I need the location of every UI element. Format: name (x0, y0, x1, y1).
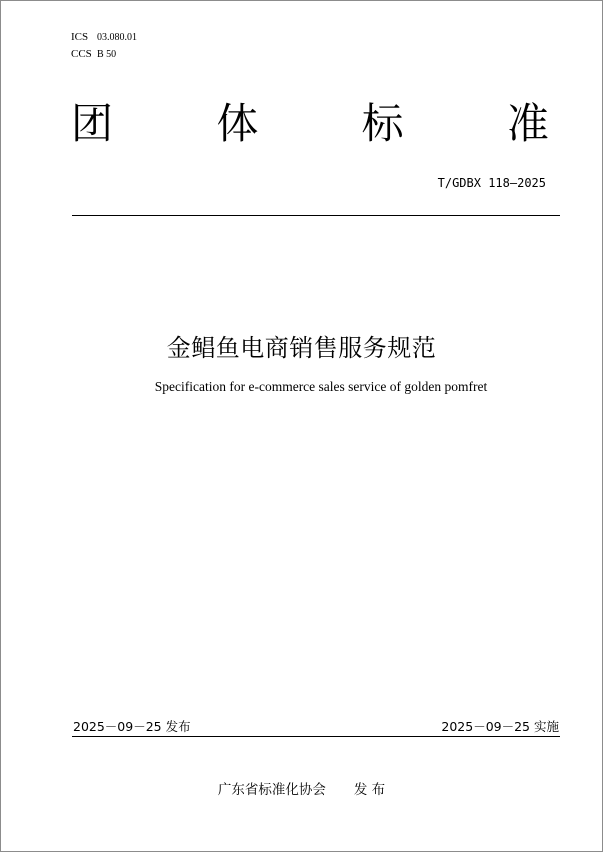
top-divider (72, 215, 560, 216)
publisher-line (1, 778, 602, 798)
ics-label: ICS (71, 31, 89, 43)
ics-value: 03.080.01 (97, 32, 137, 43)
heading-char-1: 团 (71, 99, 114, 148)
document-type-heading (71, 99, 549, 149)
ccs-row (71, 46, 137, 63)
publish-date: 2025－09－25 发布 (73, 719, 191, 734)
title-chinese: 金鲳鱼电商销售服务规范 (166, 334, 437, 362)
title-english: Specification for e-commerce sales service of golden pomfret (154, 379, 488, 394)
standard-number: T/GDBX 118—2025 (437, 176, 546, 190)
ics-row (71, 29, 137, 46)
ccs-label: CCS (71, 48, 92, 60)
publisher-action: 发 布 (353, 782, 386, 798)
publisher-org: 广东省标准化协会 (217, 782, 326, 798)
heading-char-3: 标 (361, 99, 404, 148)
heading-char-4: 准 (506, 99, 549, 148)
implement-date: 2025－09－25 实施 (441, 719, 559, 734)
bottom-divider (72, 736, 560, 737)
classification-codes (71, 29, 137, 63)
heading-char-2: 体 (216, 99, 259, 148)
ccs-value: B 50 (97, 49, 117, 60)
